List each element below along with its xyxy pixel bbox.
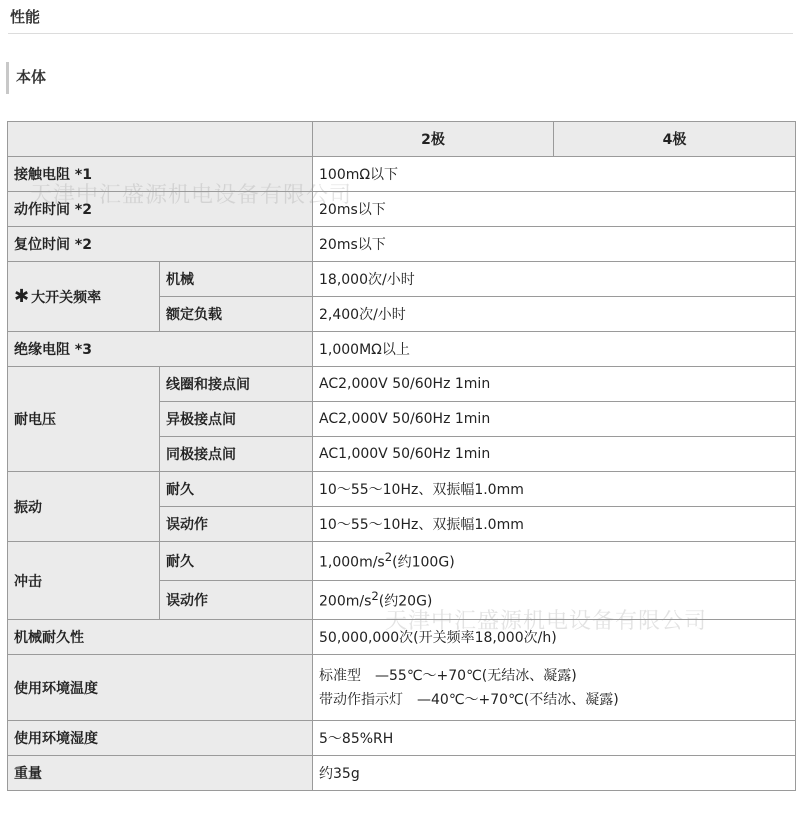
same-pole-label: 同极接点间 [160,437,313,472]
vibration-malfunction-label: 误动作 [160,507,313,542]
rated-load-value: 2,400次/小时 [313,297,796,332]
insulation-resistance-value: 1,000MΩ以上 [313,332,796,367]
table-header-row [8,122,796,157]
contact-resistance-value: 100mΩ以下 [313,157,796,192]
watermark-top: 天津中汇盛源机电设备有限公司 [30,183,353,208]
switching-frequency-label-cell [8,262,160,332]
operate-time-label: 动作时间 *2 [8,192,313,227]
table-row [8,620,796,655]
header-4pole: 4极 [554,122,796,157]
shock-malfunction-sup: 2 [371,589,379,604]
mechanical-endurance-value: 50,000,000次(开关频率18,000次/h) [313,620,796,655]
title-divider [8,33,793,34]
coil-contact-label: 线圈和接点间 [160,367,313,402]
release-time-value: 20ms以下 [313,227,796,262]
table-row [8,756,796,791]
ambient-temperature-label: 使用环境温度 [8,655,313,721]
shock-endurance-sup: 2 [384,550,393,565]
table-row [8,542,796,581]
contact-resistance-label: 接触电阻 *1 [8,157,313,192]
mechanical-endurance-label: 机械耐久性 [8,620,313,655]
spec-table [7,121,796,791]
vibration-endurance-value: 10～55～10Hz、双振幅1.0mm [313,472,796,507]
header-2pole: 2极 [313,122,554,157]
vibration-malfunction-value: 10～55～10Hz、双振幅1.0mm [313,507,796,542]
shock-malfunction-value-note: (约20G) [378,593,433,610]
page-title: 性能 [10,8,41,26]
shock-malfunction-label: 误动作 [160,581,313,620]
vibration-endurance-label: 耐久 [160,472,313,507]
operate-time-value: 20ms以下 [313,192,796,227]
shock-endurance-value [313,542,796,581]
table-row [8,227,796,262]
coil-contact-value: AC2,000V 50/60Hz 1min [313,367,796,402]
ambient-temperature-value [313,655,796,721]
rated-load-label: 额定负载 [160,297,313,332]
ambient-humidity-label: 使用环境湿度 [8,721,313,756]
weight-value: 约35g [313,756,796,791]
shock-endurance-value-note: (约100G) [392,554,455,571]
shock-malfunction-value [313,581,796,620]
shock-endurance-label: 耐久 [160,542,313,581]
release-time-label: 复位时间 *2 [8,227,313,262]
insulation-resistance-label: 绝缘电阻 *3 [8,332,313,367]
table-row [8,367,796,402]
table-row [8,332,796,367]
asterisk-mark: ✱ [14,286,30,307]
temperature-standard-line: 标准型 —55℃～+70℃(无结冰、凝露) [319,667,577,684]
shock-malfunction-value-main: 200m/s [319,593,372,610]
shock-endurance-value-main: 1,000m/s [319,554,385,571]
weight-label: 重量 [8,756,313,791]
table-row [8,721,796,756]
temperature-indicator-line: 带动作指示灯 —40℃～+70℃(不结冰、凝露) [319,691,619,708]
ambient-humidity-value: 5～85%RH [313,721,796,756]
table-row [8,157,796,192]
different-pole-value: AC2,000V 50/60Hz 1min [313,402,796,437]
different-pole-label: 异极接点间 [160,402,313,437]
section-accent-bar [6,62,9,94]
same-pole-value: AC1,000V 50/60Hz 1min [313,437,796,472]
mechanical-label: 机械 [160,262,313,297]
table-row [8,262,796,297]
switching-frequency-label: 大开关频率 [31,290,102,306]
mechanical-value: 18,000次/小时 [313,262,796,297]
header-blank-cell [8,122,313,157]
dielectric-strength-label: 耐电压 [8,367,160,472]
shock-label: 冲击 [8,542,160,620]
table-row [8,655,796,721]
table-row [8,472,796,507]
section-title: 本体 [16,68,47,86]
table-row [8,192,796,227]
watermark-bottom: 天津中汇盛源机电设备有限公司 [385,609,708,634]
vibration-label: 振动 [8,472,160,542]
